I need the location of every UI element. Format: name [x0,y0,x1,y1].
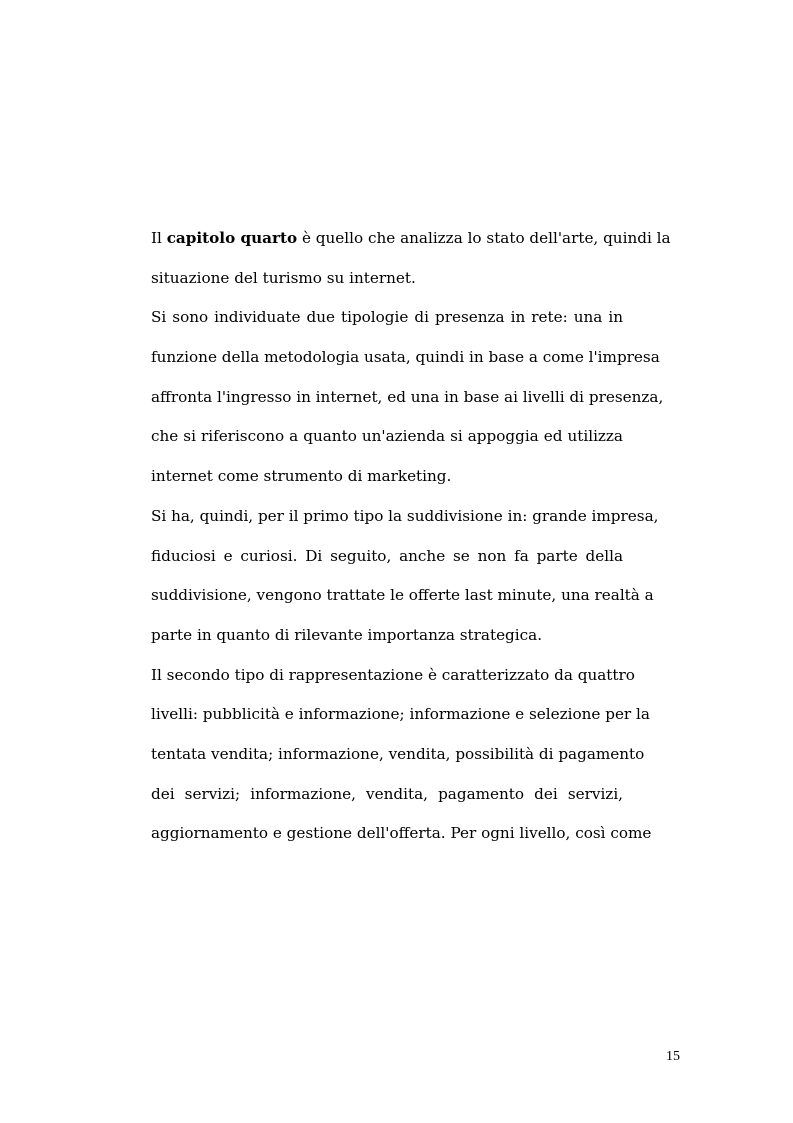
text-line: dei servizi; informazione, vendita, pagamento dei servizi, [151,784,623,803]
text-line: aggiornamento e gestione dell'offerta. Per ogni livello, così come [151,824,652,843]
text-line: affronta l'ingresso in internet, ed una in base ai livelli di presenza, [151,387,664,406]
text-run: è quello che analizza lo stato dell'arte, quindi la [297,229,671,247]
bold-term: capitolo quarto [166,229,298,247]
text-line: tentata vendita; informazione, vendita, possibilità di pagamento [151,744,645,763]
body-text [151,219,671,854]
text-line: Si sono individuate due tipologie di presenza in rete: una in [151,308,623,327]
text-line: parte in quanto di rilevante importanza strategica. [151,625,543,644]
text-line: funzione della metodologia usata, quindi in base a come l'impresa [151,348,660,367]
page-number: 15 [666,1049,680,1064]
text-run: Il [151,229,167,247]
text-line: Si ha, quindi, per il primo tipo la suddivisione in: grande impresa, [151,506,659,525]
text-line: suddivisione, vengono trattate le offerte last minute, una realtà a [151,586,654,605]
text-line: internet come strumento di marketing. [151,467,452,486]
text-line: livelli: pubblicità e informazione; informazione e selezione per la [151,705,650,724]
text-line: situazione del turismo su internet. [151,268,416,287]
text-line: fiduciosi e curiosi. Di seguito, anche se non fa parte della [151,546,623,565]
text-line: che si riferiscono a quanto un'azienda si appoggia ed utilizza [151,427,623,446]
text-line [151,219,671,259]
text-line: Il secondo tipo di rappresentazione è caratterizzato da quattro [151,665,635,684]
